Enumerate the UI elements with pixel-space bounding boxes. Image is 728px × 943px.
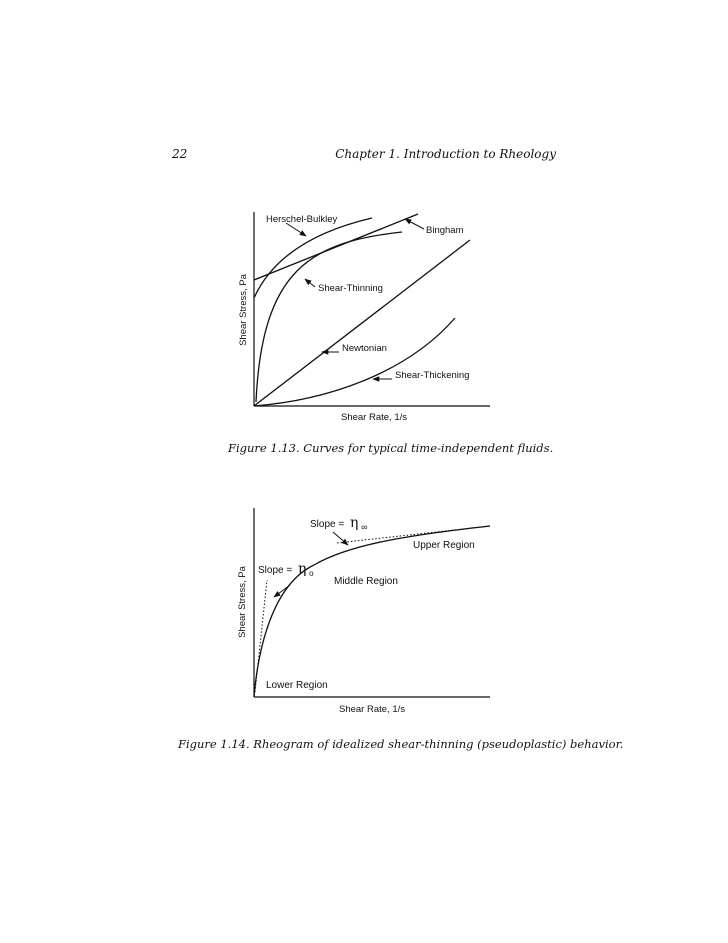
- bingham-arrow: [405, 219, 424, 229]
- shear-thinning-arrow: [305, 279, 315, 287]
- x-axis-label: Shear Rate, 1/s: [340, 412, 408, 423]
- shear-thickening-label: Shear-Thickening: [395, 370, 470, 381]
- x-axis-label: Shear Rate, 1/s: [338, 704, 406, 715]
- slope-text: Slope =: [258, 565, 293, 576]
- eta-symbol: η: [297, 561, 307, 577]
- bingham-label: Bingham: [426, 225, 464, 236]
- page-number: 22: [172, 147, 188, 161]
- y-axis-label: Shear Stress, Pa: [238, 274, 249, 346]
- figure-1-13-caption: Figure 1.13. Curves for typical time-independent fluids.: [228, 441, 554, 455]
- newtonian-label: Newtonian: [342, 343, 387, 354]
- slope-text: Slope =: [310, 519, 345, 530]
- zero-subscript: o: [309, 569, 314, 578]
- herschel-bulkley-label: Herschel-Bulkley: [266, 214, 338, 225]
- infinity-subscript: ∞: [361, 522, 368, 532]
- eta-symbol: η: [349, 515, 359, 531]
- upper-region-label: Upper Region: [413, 540, 475, 551]
- chapter-title: Chapter 1. Introduction to Rheology: [335, 147, 556, 161]
- figure-1-14-caption: Figure 1.14. Rheogram of idealized shear-thinning (pseudoplastic) behavior.: [178, 737, 624, 751]
- middle-region-label: Middle Region: [334, 576, 398, 587]
- shear-thickening-curve: [254, 318, 455, 406]
- lower-region-label: Lower Region: [266, 680, 328, 691]
- shear-thinning-curve: [256, 232, 402, 402]
- y-axis-label: Shear Stress, Pa: [237, 566, 248, 638]
- shear-thinning-label: Shear-Thinning: [318, 283, 383, 294]
